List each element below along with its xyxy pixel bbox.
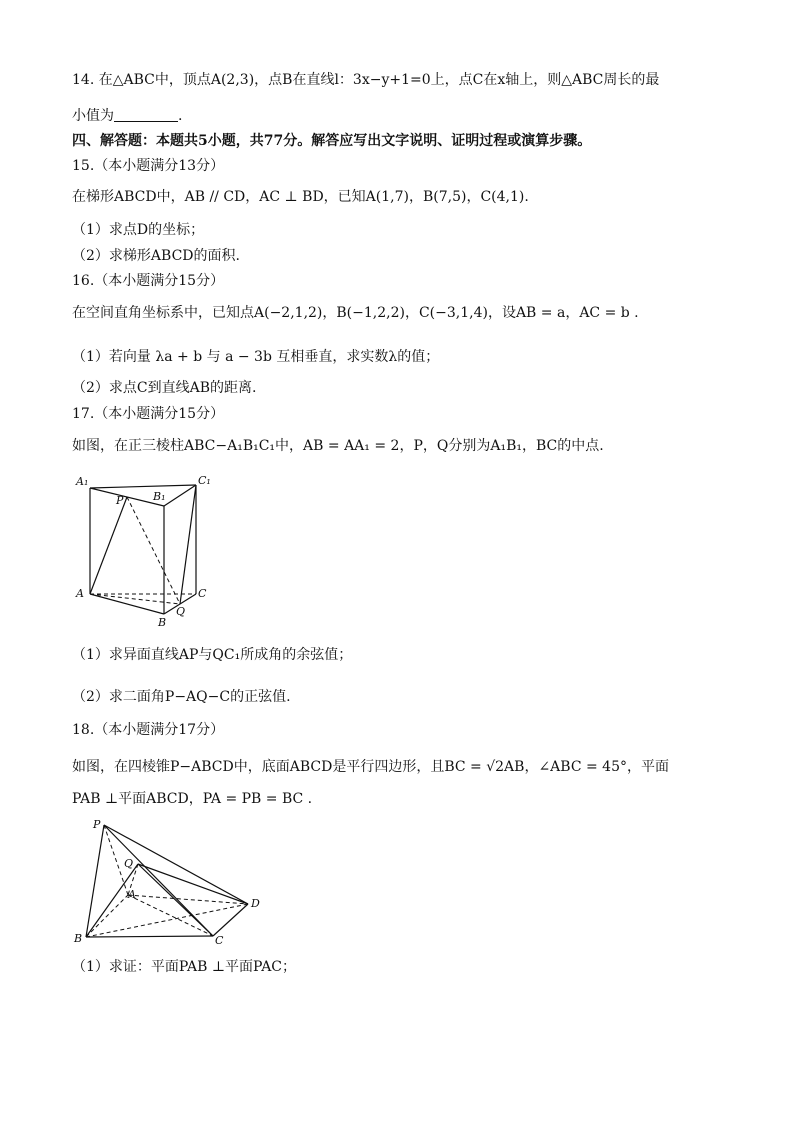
q14-line2-pre: 小值为 bbox=[72, 108, 114, 124]
q17-part1: （1）求异面直线AP与QC₁所成角的余弦值； bbox=[72, 647, 353, 663]
q14-line1: 14. 在△ABC中，顶点A(2,3)，点B在直线l：3x−y+1=0上，点C在x轴上，则△ABC周长的最 bbox=[72, 72, 660, 88]
label-C1: C₁ bbox=[198, 474, 211, 487]
q16-header: 16.（本小题满分15分） bbox=[72, 273, 225, 289]
pyr-label-D: D bbox=[251, 897, 260, 910]
q15-part2: （2）求梯形ABCD的面积. bbox=[72, 248, 240, 264]
label-A: A bbox=[76, 587, 84, 600]
label-Q: Q bbox=[176, 605, 186, 618]
pyramid-figure bbox=[68, 816, 268, 951]
q18-header: 18.（本小题满分17分） bbox=[72, 722, 225, 738]
pyr-label-C: C bbox=[215, 934, 224, 947]
q15-header: 15.（本小题满分13分） bbox=[72, 158, 225, 174]
q18-part1: （1）求证：平面PAB ⊥平面PAC； bbox=[72, 959, 297, 975]
pyr-label-A: A bbox=[128, 888, 136, 901]
answer-blank bbox=[114, 107, 178, 122]
q15-part1: （1）求点D的坐标； bbox=[72, 222, 205, 238]
q16-part1: （1）若向量 λa + b 与 a − 3b 互相垂直，求实数λ的值； bbox=[72, 349, 440, 365]
q14-line2 bbox=[72, 106, 182, 126]
pyr-label-B: B bbox=[74, 932, 83, 945]
label-A1: A₁ bbox=[76, 475, 89, 488]
label-P: P bbox=[116, 494, 124, 507]
q17-header: 17.（本小题满分15分） bbox=[72, 406, 225, 422]
prism-figure bbox=[70, 470, 220, 630]
q14-line2-post: . bbox=[178, 108, 183, 124]
q16-part2: （2）求点C到直线AB的距离. bbox=[72, 380, 257, 396]
label-C: C bbox=[198, 587, 207, 600]
label-B1: B₁ bbox=[153, 490, 166, 503]
label-B: B bbox=[158, 616, 167, 629]
section-heading: 四、解答题：本题共5小题，共77分。解答应写出文字说明、证明过程或演算步骤。 bbox=[72, 133, 592, 149]
pyr-label-Q: Q bbox=[124, 857, 134, 870]
q17-part2: （2）求二面角P−AQ−C的正弦值. bbox=[72, 689, 291, 705]
q18-stem1: 如图，在四棱锥P−ABCD中，底面ABCD是平行四边形，且BC = √2AB，∠ABC = 45°，平面 bbox=[72, 759, 670, 775]
q15-stem: 在梯形ABCD中，AB // CD，AC ⊥ BD，已知A(1,7)，B(7,5)，C(4,1). bbox=[72, 189, 529, 205]
pyr-label-P: P bbox=[93, 818, 101, 831]
q17-stem: 如图，在正三棱柱ABC−A₁B₁C₁中，AB = AA₁ = 2，P，Q分别为A₁B₁，BC的中点. bbox=[72, 438, 604, 454]
q18-stem2: PAB ⊥平面ABCD，PA = PB = BC . bbox=[72, 791, 313, 807]
q16-stem: 在空间直角坐标系中，已知点A(−2,1,2)，B(−1,2,2)，C(−3,1,4)，设AB = a，AC = b . bbox=[72, 305, 639, 321]
